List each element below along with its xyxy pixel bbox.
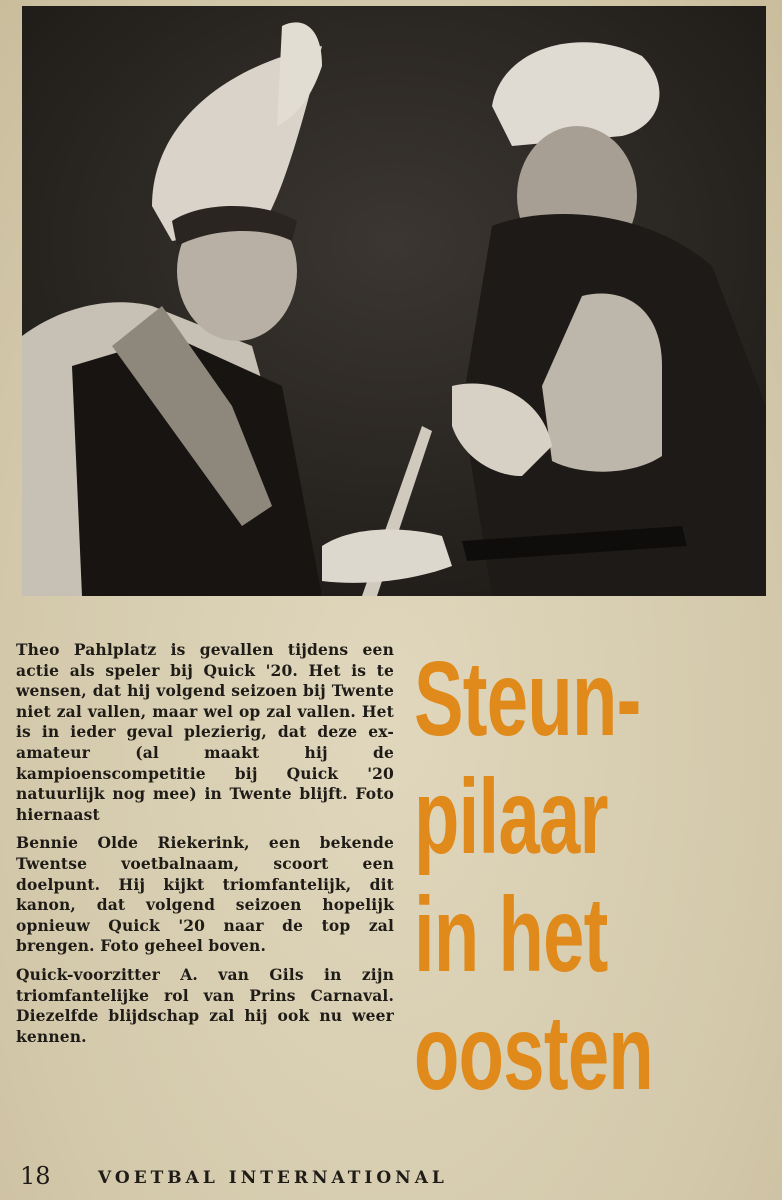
caption-column	[16, 640, 394, 1055]
headline-line: pilaar	[414, 758, 608, 876]
page-number: 18	[20, 1162, 51, 1190]
magazine-name: VOETBAL INTERNATIONAL	[98, 1168, 448, 1188]
page-footer	[20, 1162, 760, 1190]
headline-line: Steun-	[414, 640, 641, 758]
caption-van-gils: Quick-voorzitter A. van Gils in zijn triomfantelijke rol van Prins Carnaval. Diezelfde blijdschap zal hij ook nu weer kennen.	[16, 964, 394, 1046]
headline	[414, 640, 764, 1112]
caption-olde-riekerink: Bennie Olde Riekerink, een bekende Twentse voetbalnaam, scoort een doelpunt. Hij kijkt triomfantelijk, dit kanon, dat volgend seizoen hopelijk opnieuw Quick '20 naar de top zal brengen. Foto geheel boven.	[16, 833, 394, 956]
headline-line: oosten	[414, 994, 654, 1112]
carnival-photo-image	[22, 6, 766, 596]
carnival-photo	[22, 6, 766, 596]
caption-pahlplatz: Theo Pahlplatz is gevallen tijdens een actie als speler bij Quick '20. Het is te wensen, dat hij volgend seizoen bij Twente niet zal vallen, maar wel op zal vallen. Het is in ieder geval plezierig, dat deze ex-amateur (al maakt hij de kampioenscompetitie bij Quick '20 natuurlijk nog mee) in Twente blijft. Foto hiernaast	[16, 640, 394, 824]
headline-line: in het	[414, 876, 608, 994]
